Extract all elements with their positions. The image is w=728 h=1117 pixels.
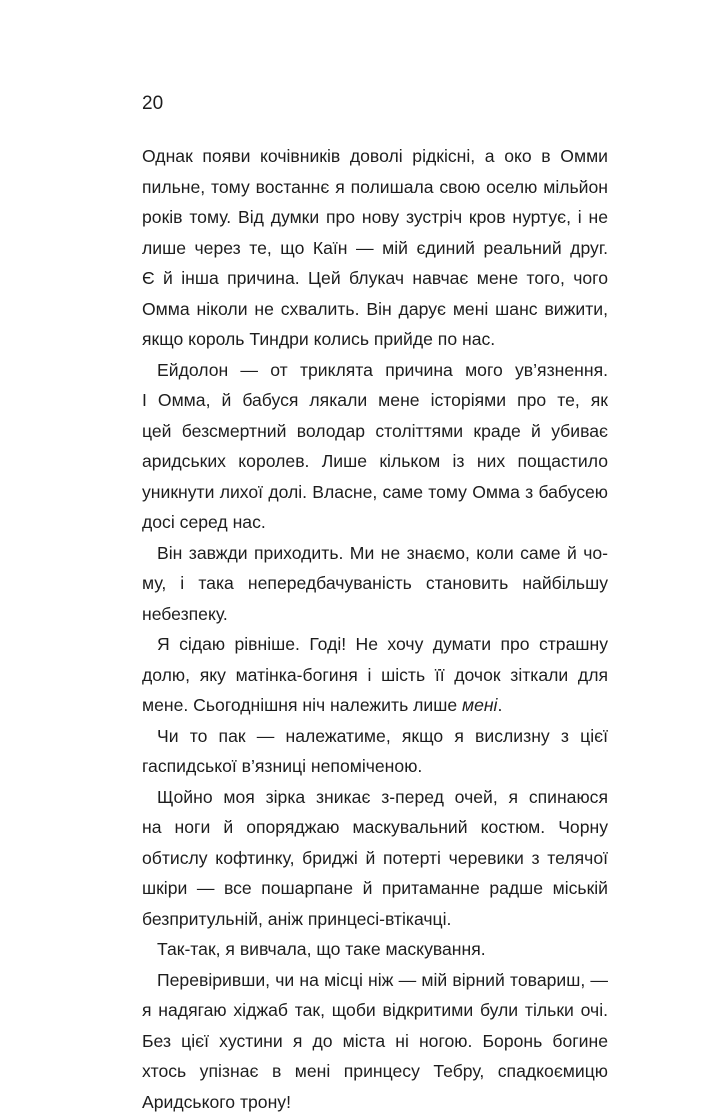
paragraph-7 <box>142 934 608 965</box>
text-line: Чи то пак — належатиме, якщо я вислизну з цієї <box>142 721 608 752</box>
paragraph-2 <box>142 355 608 538</box>
text-line: шкіри — все пошарпане й притаманне радше міській <box>142 873 608 904</box>
paragraph-6 <box>142 782 608 935</box>
body-text <box>142 141 608 1117</box>
text-line: досі серед нас. <box>142 507 608 538</box>
emphasis-word: мені <box>462 695 497 715</box>
text-line: Перевіривши, чи на місці ніж — мій вірний товариш, — я надягаю хіджаб так, щоби відкритими були <box>142 970 608 1021</box>
text-fragment: . <box>497 695 502 715</box>
text-line: Ейдолон — от триклята причина мого ув’язнення. <box>142 355 608 386</box>
text-fragment: мене. Сьогоднішня ніч належить лише <box>142 695 462 715</box>
text-line: Однак появи кочівників доволі рідкісні, а око в Омми <box>142 141 608 172</box>
text-line: Так-так, я вивчала, що таке маскування. <box>142 934 608 965</box>
paragraph-4 <box>142 629 608 721</box>
text-line: І Омма, й бабуся лякали мене історіями про те, як <box>142 385 608 416</box>
paragraph-1 <box>142 141 608 355</box>
paragraph-8 <box>142 965 608 1117</box>
paragraph-3 <box>142 538 608 630</box>
text-line: на ноги й опоряджаю маскувальний костюм. Чорну <box>142 812 608 843</box>
text-line: Я сідаю рівніше. Годі! Не хочу думати про страшну <box>142 629 608 660</box>
text-line: безпритульній, аніж принцесі-втікачці. <box>142 904 608 935</box>
text-line: Є й інша причина. Цей блукач навчає мене того, чого <box>142 263 608 294</box>
text-line: цей безсмертний володар століттями краде й убиває <box>142 416 608 447</box>
text-line: тільки очі. Без цієї хустини я до міста ні ногою. Боронь <box>142 1000 608 1051</box>
text-line: му, і така непередбачуваність становить найбільшу <box>142 568 608 599</box>
text-line: долю, яку матінка-богиня і шість її дочок зіткали для <box>142 660 608 691</box>
text-line: обтислу кофтинку, бриджі й потерті черевики з телячої <box>142 843 608 874</box>
text-line: якщо король Тиндри колись прийде по нас. <box>142 324 608 355</box>
text-line: небезпеку. <box>142 599 608 630</box>
text-line: аридських королев. Лише кільком із них пощастило <box>142 446 608 477</box>
text-line: гаспидської в’язниці непоміченою. <box>142 751 608 782</box>
text-line: уникнути лихої долі. Власне, саме тому Омма з бабусею <box>142 477 608 508</box>
text-line: Щойно моя зірка зникає з-перед очей, я спинаюся <box>142 782 608 813</box>
paragraph-5 <box>142 721 608 782</box>
text-line: лише через те, що Каїн — мій єдиний реальний друг. <box>142 233 608 264</box>
text-line: Омма ніколи не схвалить. Він дарує мені шанс вижити, <box>142 294 608 325</box>
text-line: Він завжди приходить. Ми не знаємо, коли саме й чо- <box>142 538 608 569</box>
text-line-with-emphasis <box>142 690 608 721</box>
text-line: пильне, тому востаннє я полишала свою оселю мільйон <box>142 172 608 203</box>
page-number: 20 <box>142 92 163 116</box>
text-line: богине хтось упізнає в мені принцесу Тебру, спадкоємицю Аридського трону! <box>142 1031 608 1112</box>
text-line: років тому. Від думки про нову зустріч кров нуртує, і не <box>142 202 608 233</box>
